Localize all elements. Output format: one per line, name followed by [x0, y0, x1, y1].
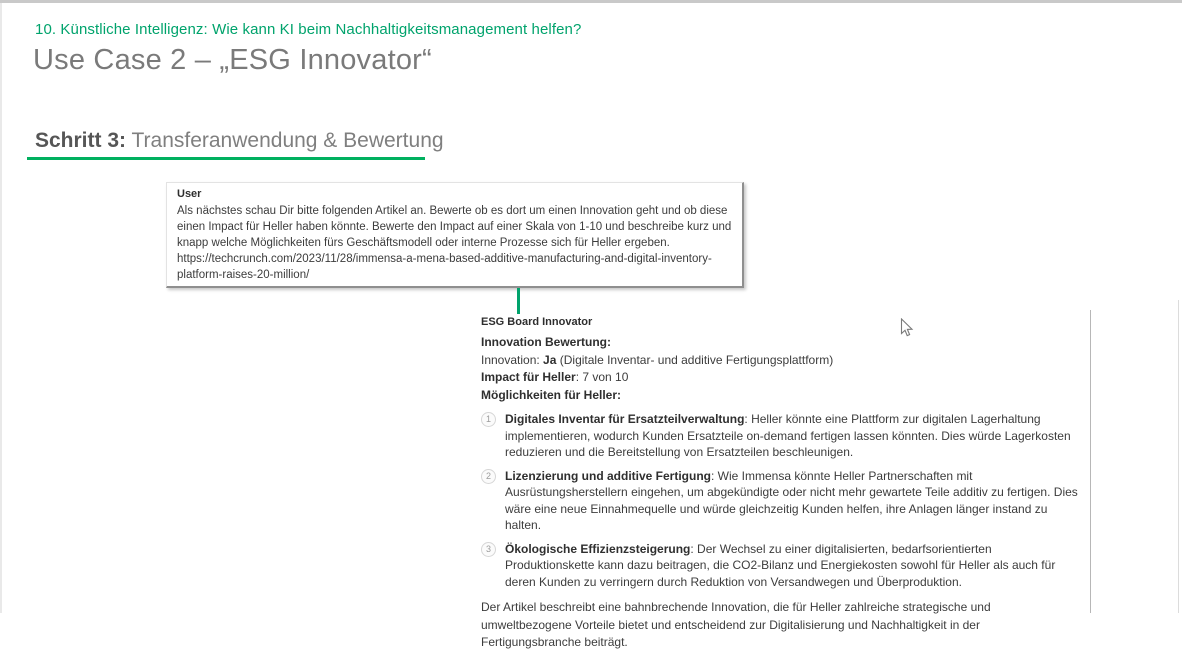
screenshot-right-edge: [1090, 310, 1091, 613]
step-underline-rule: [27, 157, 425, 160]
options-label: Möglichkeiten für Heller:: [481, 387, 622, 402]
impact-value: : 7 von 10: [575, 370, 629, 384]
list-item-text: [505, 468, 1081, 534]
list-number-badge: 2: [481, 469, 496, 484]
assistant-heading: Innovation Bewertung:: [481, 335, 611, 349]
list-item-body: : Der Wechsel zu einer digitalisierten, bedarfsorientierten Produktionskette kann dazu beitragen, die CO2-Bilanz und Energiekosten sowohl für Heller als auch für deren Kunden zu verringern durch Reduktion von Versandwegen und Überproduktion.: [505, 541, 1056, 589]
user-message-text: [177, 203, 732, 283]
innovation-label: Innovation:: [481, 352, 544, 367]
list-item: [481, 468, 1081, 534]
user-message-body: Als nächstes schau Dir bitte folgenden Artikel an. Bewerte ob es dort um einen Innovation geht und ob diese einen Impact für Heller haben könnte. Bewerte den Impact auf einer Skala von 1-10 und beschreibe kurz und knapp welche Möglichkeiten fürs Geschäftsmodell oder interne Prozesse sich für Heller ergeben.: [177, 205, 732, 249]
step-label: Schritt 3:: [35, 129, 127, 152]
list-item-term: Lizenzierung und additive Fertigung: [505, 468, 711, 483]
assistant-role-label: ESG Board Innovator: [481, 316, 593, 328]
list-item-text: [505, 541, 1081, 591]
chat-user-message: [166, 182, 744, 288]
list-item: [481, 541, 1081, 591]
user-message-url: https://techcrunch.com/2023/11/28/immensa-a-mena-based-additive-manufacturing-and-digital-inventory-platform-raises-20-million/: [177, 253, 712, 281]
list-number-badge: 1: [481, 412, 496, 427]
slide-kicker: 10. Künstliche Intelligenz: Wie kann KI beim Nachhaltigkeitsmanagement helfen?: [35, 21, 582, 38]
message-connector-line: [517, 288, 520, 314]
window-top-edge: [0, 0, 1182, 3]
list-item-term: Digitales Inventar für Ersatzteilverwaltung: [505, 412, 745, 426]
window-right-edge: [1178, 300, 1179, 613]
list-item-body: : Wie Immensa könnte Heller Partnerschaften mit Ausrüstungsherstellern eingehen, um abgekündigte oder nicht mehr gewartete Teile additiv zu fertigen. Dies wäre eine neue Einnahmequelle und würde gleichzeitig Kunden helfen, ihre Anlagen länger instand zu halten.: [505, 468, 1078, 532]
slide-left-edge: [0, 3, 2, 613]
list-item: [481, 411, 1081, 461]
assistant-conclusion: Der Artikel beschreibt eine bahnbrechende Innovation, die für Heller zahlreiche strategische und umweltbezogene Vorteile bietet und entscheidend zur Digitalisierung und Nachhaltigkeit in der Fertigungsbranche beiträgt.: [481, 600, 991, 649]
chat-assistant-message: [481, 316, 1081, 652]
list-item-body: : Heller könnte eine Plattform zur digitalen Lagerhaltung implementieren, wodurch Kunden Ersatzteile on-demand fertigen lassen könnten. Dies würde Lagerkosten reduzieren und die Bereitstellung von Ersatzteilen beschleunigen.: [505, 412, 1071, 459]
opportunity-list: [481, 411, 1081, 590]
step-title: Transferanwendung & Bewertung: [126, 129, 444, 152]
innovation-value: Ja: [543, 352, 557, 367]
step-heading: [35, 129, 444, 153]
list-number-badge: 3: [481, 542, 496, 557]
slide-title: Use Case 2 – „ESG Innovator“: [33, 44, 432, 76]
mouse-cursor-icon: [900, 318, 914, 338]
impact-label: Impact für Heller: [481, 370, 576, 384]
list-item-term: Ökologische Effizienzsteigerung: [505, 541, 691, 556]
impact-line: [481, 369, 1081, 387]
user-role-label: User: [177, 188, 202, 200]
innovation-line: [481, 352, 1081, 370]
innovation-detail: (Digitale Inventar- und additive Fertigungsplattform): [556, 352, 834, 367]
list-item-text: [505, 411, 1081, 461]
